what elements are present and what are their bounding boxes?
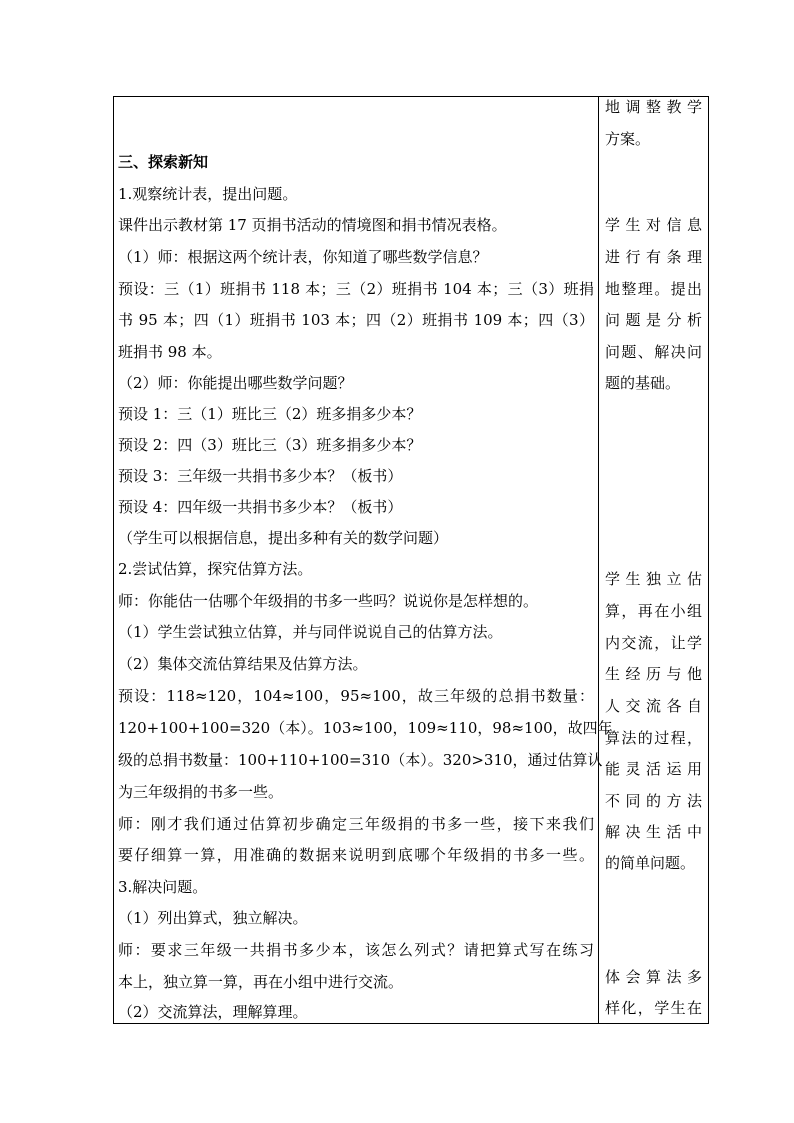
text-line: 预设：三（1）班捐书 118 本；三（2）班捐书 104 本；三（3）班捐	[118, 280, 594, 298]
side-text-line: 学生对信息	[605, 216, 702, 234]
side-text-line: 不同的方法	[605, 792, 702, 810]
side-text-line: 解决生活中	[605, 823, 702, 841]
side-text-line: 人交流各自	[605, 697, 702, 715]
text-line: （2）交流算法，理解算理。	[118, 1003, 308, 1021]
text-line: 书 95 本；四（1）班捐书 103 本；四（2）班捐书 109 本；四（3）	[118, 311, 594, 329]
side-text-line: 的简单问题。	[605, 854, 696, 872]
side-text-line: 体会算法多	[605, 968, 702, 986]
section-heading: 三、探索新知	[118, 153, 209, 171]
text-line: 班捐书 98 本。	[118, 343, 222, 361]
side-text-line: 问题、解决问	[605, 343, 702, 361]
side-text-line: 进行有条理	[605, 248, 702, 266]
text-line: 为三年级捐的书多一些。	[118, 783, 284, 801]
text-line: 预设 2：四（3）班比三（3）班多捐多少本？	[118, 436, 422, 454]
text-line: 级的总捐书数量：100+110+100=310（本）。320>310，通过估算认	[118, 751, 603, 769]
text-line: （1）学生尝试独立估算，并与同伴说说自己的估算方法。	[118, 623, 503, 641]
side-text-line: 算法的过程，	[605, 729, 702, 747]
text-line: 2.尝试估算，探究估算方法。	[118, 560, 313, 578]
text-line: （2）师：你能提出哪些数学问题？	[118, 374, 353, 392]
side-text-line: 题的基础。	[605, 374, 681, 392]
text-line: （学生可以根据信息，提出多种有关的数学问题）	[118, 529, 449, 547]
side-text-line: 算，再在小组	[605, 602, 702, 620]
side-text-line: 内交流，让学	[605, 634, 702, 652]
side-text-line: 能灵活运用	[605, 760, 702, 778]
text-line: 课件出示教材第 17 页捐书活动的情境图和捐书情况表格。	[118, 216, 507, 234]
text-line: 师：刚才我们通过估算初步确定三年级捐的书多一些，接下来我们	[118, 815, 594, 833]
text-line: 本上，独立算一算，再在小组中进行交流。	[118, 973, 404, 991]
text-line: 1.观察统计表，提出问题。	[118, 185, 298, 203]
side-text-line: 学生独立估	[605, 570, 702, 588]
side-text-line: 问题是分析	[605, 311, 702, 329]
text-line: 120+100+100=320（本）。103≈100，109≈110，98≈100，故四年	[118, 719, 613, 737]
text-line: 预设 1：三（1）班比三（2）班多捐多少本？	[118, 405, 422, 423]
side-text-line: 样化，学生在	[605, 999, 702, 1017]
text-line: （1）列出算式，独立解决。	[118, 909, 308, 927]
column-divider	[598, 97, 599, 1023]
text-line: 预设 4：四年级一共捐书多少本？（板书）	[118, 498, 403, 516]
text-line: 要仔细算一算，用准确的数据来说明到底哪个年级捐的书多一些。	[118, 846, 594, 864]
text-line: （2）集体交流估算结果及估算方法。	[118, 655, 368, 673]
text-line: 3.解决问题。	[118, 878, 208, 896]
text-line: 预设 3：三年级一共捐书多少本？（板书）	[118, 467, 403, 485]
lesson-table	[113, 96, 709, 1024]
text-line: （1）师：根据这两个统计表，你知道了哪些数学信息？	[118, 248, 488, 266]
side-text-line: 地整理。提出	[605, 280, 702, 298]
side-text-line: 生经历与他	[605, 665, 702, 683]
side-text-line: 方案。	[605, 130, 651, 148]
side-text-line: 地调整教学	[605, 98, 702, 116]
text-line: 预设：118≈120，104≈100，95≈100，故三年级的总捐书数量：	[118, 687, 594, 705]
text-line: 师：你能估一估哪个年级捐的书多一些吗？说说你是怎样想的。	[118, 592, 539, 610]
text-line: 师：要求三年级一共捐书多少本，该怎么列式？请把算式写在练习	[118, 941, 594, 959]
